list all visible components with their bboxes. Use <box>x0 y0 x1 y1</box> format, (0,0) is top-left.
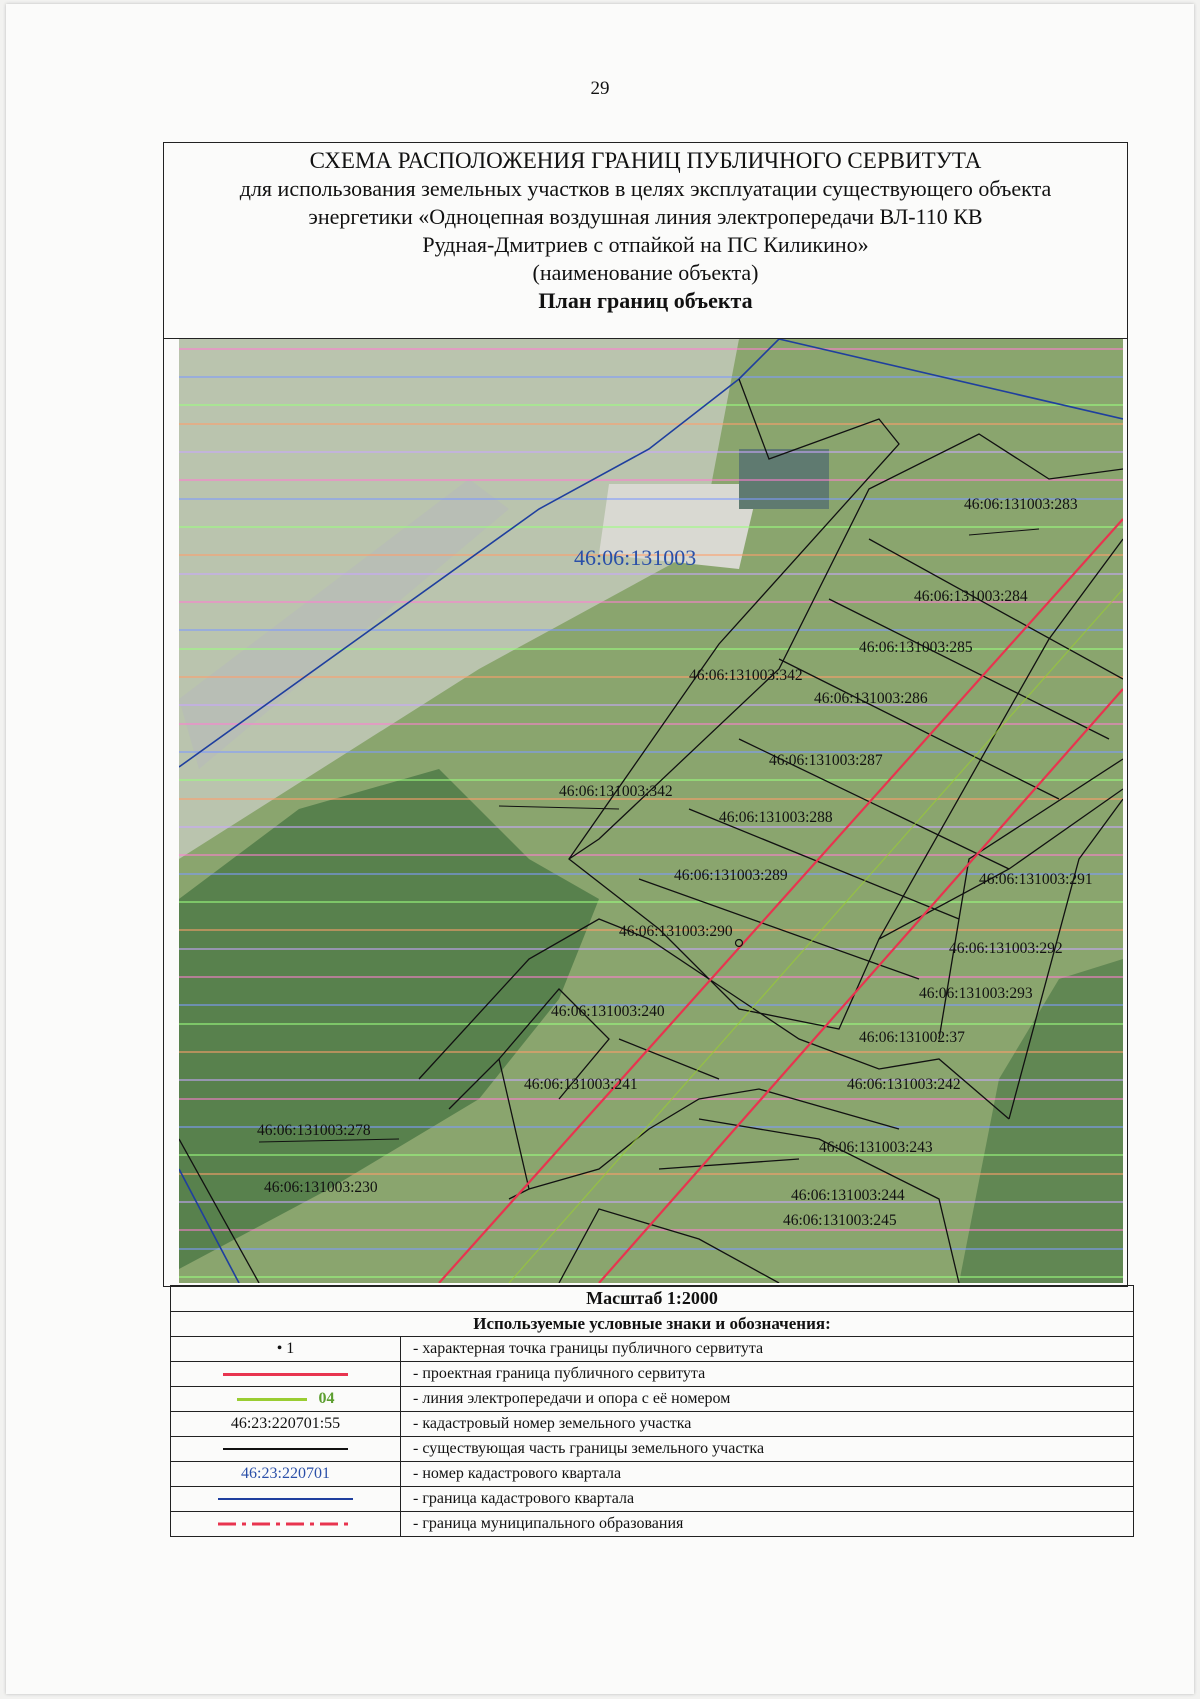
header-line-4: Рудная-Дмитриев с отпайкой на ПС Киликино» <box>422 232 869 257</box>
map-view <box>179 339 1123 1283</box>
parcel-label: 46:06:131003:245 <box>783 1212 897 1229</box>
legend-desc: - характерная точка границы публичного сервитута <box>401 1337 1134 1362</box>
legend-row <box>171 1487 1134 1512</box>
legend-row <box>171 1387 1134 1412</box>
parcel-label: 46:06:131003:244 <box>791 1187 905 1204</box>
legend-row <box>171 1337 1134 1362</box>
parcel-label: 46:06:131003:342 <box>689 667 803 684</box>
parcel-label: 46:06:131003:287 <box>769 752 883 769</box>
parcel-label: 46:06:131003:240 <box>551 1003 665 1020</box>
header-line-2: для использования земельных участков в целях эксплуатации существующего объекта <box>239 176 1052 201</box>
legend-row <box>171 1362 1134 1387</box>
parcel-label: 46:06:131002:37 <box>859 1029 965 1046</box>
parcel-label: 46:06:131003:242 <box>847 1076 961 1093</box>
quarter-border-symbol <box>171 1487 401 1512</box>
parcel-label: 46:06:131003:285 <box>859 639 973 656</box>
scale-label: Масштаб 1:2000 <box>171 1286 1134 1312</box>
scheme-frame <box>163 142 1128 1287</box>
quarter-number-label: 46:06:131003 <box>574 545 697 570</box>
parcel-label: 46:06:131003:288 <box>719 809 833 826</box>
page-number: 29 <box>590 78 610 99</box>
legend-desc: - номер кадастрового квартала <box>401 1462 1134 1487</box>
parcel-label: 46:06:131003:290 <box>619 923 733 940</box>
dash-dot-line-icon <box>218 1520 353 1528</box>
parcel-label: 46:06:131003:230 <box>264 1179 378 1196</box>
parcel-label: 46:06:131003:284 <box>914 588 1028 605</box>
boundary-point-symbol: • 1 <box>171 1337 401 1362</box>
legend-row <box>171 1512 1134 1537</box>
header-line-3: энергетики «Одноцепная воздушная линия электропередачи ВЛ-110 КВ <box>308 204 983 229</box>
legend-desc: - линия электропередачи и опора с её номером <box>401 1387 1134 1412</box>
header-title: СХЕМА РАСПОЛОЖЕНИЯ ГРАНИЦ ПУБЛИЧНОГО СЕРВИТУТА <box>309 148 982 173</box>
legend-desc: - существующая часть границы земельного участка <box>401 1437 1134 1462</box>
parcel-label: 46:06:131003:243 <box>819 1139 933 1156</box>
parcel-label: 46:06:131003:241 <box>524 1076 638 1093</box>
parcel-label: 46:06:131003:292 <box>949 940 1063 957</box>
power-line-symbol <box>171 1387 401 1412</box>
legend-desc: - проектная граница публичного сервитута <box>401 1362 1134 1387</box>
quarter-number-symbol: 46:23:220701 <box>171 1462 401 1487</box>
parcel-label: 46:06:131003:289 <box>674 867 788 884</box>
parcel-border-symbol <box>171 1437 401 1462</box>
servitude-line-symbol <box>171 1362 401 1387</box>
legend-row <box>171 1412 1134 1437</box>
legend-title: Используемые условные знаки и обозначения: <box>171 1312 1134 1337</box>
legend-desc: - кадастровый номер земельного участка <box>401 1412 1134 1437</box>
legend-desc: - граница кадастрового квартала <box>401 1487 1134 1512</box>
header-plan-title: План границ объекта <box>538 288 753 313</box>
parcel-label: 46:06:131003:291 <box>979 871 1093 888</box>
parcel-label: 46:06:131003:283 <box>964 496 1078 513</box>
scheme-header <box>164 143 1127 339</box>
pole-number: 04 <box>318 1390 335 1407</box>
legend-row <box>171 1437 1134 1462</box>
parcel-label: 46:06:131003:293 <box>919 985 1033 1002</box>
parcel-number-symbol: 46:23:220701:55 <box>171 1412 401 1437</box>
parcel-label: 46:06:131003:286 <box>814 690 928 707</box>
municipal-border-symbol <box>171 1512 401 1537</box>
legend-desc: - граница муниципального образования <box>401 1512 1134 1537</box>
parcel-label: 46:06:131003:342 <box>559 783 673 800</box>
legend-table <box>170 1285 1134 1537</box>
legend-row <box>171 1462 1134 1487</box>
header-object-caption: (наименование объекта) <box>532 260 759 285</box>
parcel-label: 46:06:131003:278 <box>257 1122 371 1139</box>
